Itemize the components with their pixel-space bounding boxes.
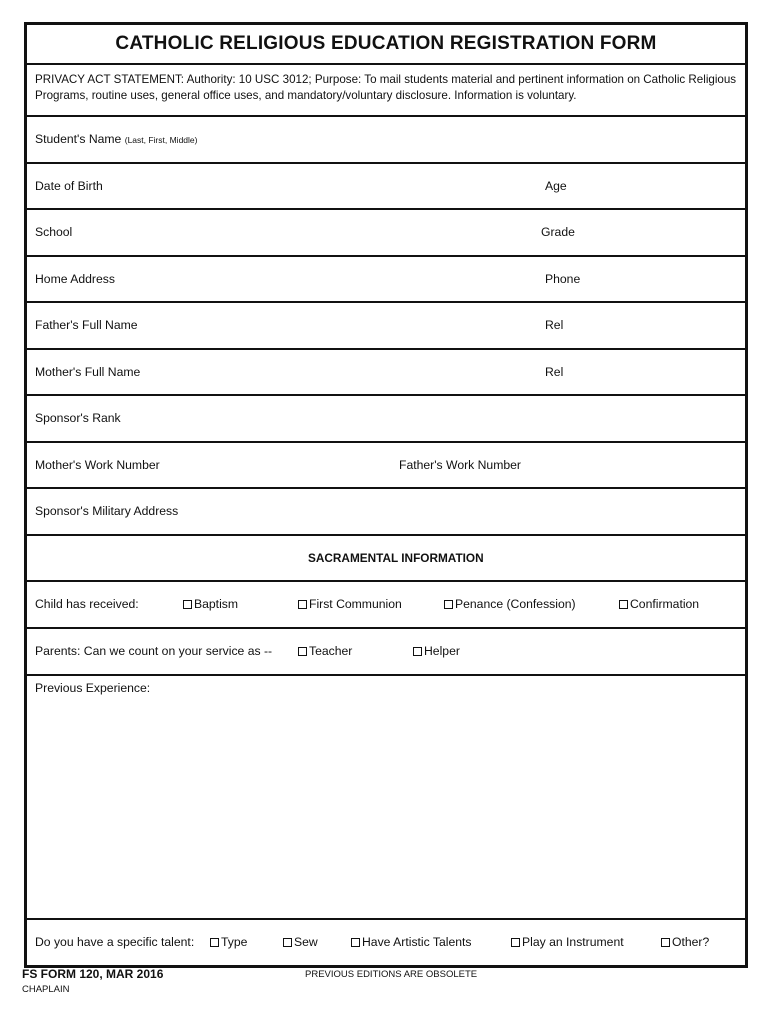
- dob-label: Date of Birth: [35, 178, 103, 193]
- confirmation-checkbox[interactable]: Confirmation: [619, 597, 699, 611]
- checkbox-icon: [183, 600, 192, 609]
- address-row[interactable]: [27, 257, 745, 304]
- parents-service-row: [27, 629, 745, 676]
- father-name-label: Father's Full Name: [35, 318, 138, 332]
- student-name-row[interactable]: [27, 117, 745, 164]
- sponsor-rank-label: Sponsor's Rank: [35, 411, 121, 425]
- instrument-checkbox[interactable]: Play an Instrument: [511, 935, 624, 949]
- obsolete-note: PREVIOUS EDITIONS ARE OBSOLETE: [305, 969, 478, 980]
- checkbox-icon: [351, 938, 360, 947]
- checkbox-icon: [283, 938, 292, 947]
- teacher-checkbox[interactable]: Teacher: [298, 644, 352, 658]
- grade-label: Grade: [541, 225, 575, 239]
- dob-row[interactable]: [27, 164, 745, 211]
- other-checkbox[interactable]: Other?: [661, 935, 709, 949]
- form-number: FS FORM 120, MAR 2016: [22, 967, 164, 981]
- student-name-field-label: Student's Name (Last, First, Middle): [35, 132, 198, 146]
- checkbox-icon: [511, 938, 520, 947]
- sponsor-rank-row[interactable]: [27, 396, 745, 443]
- registration-form: [24, 22, 748, 968]
- previous-experience-label: Previous Experience:: [35, 681, 151, 695]
- sew-checkbox[interactable]: Sew: [283, 935, 318, 949]
- department-label: CHAPLAIN: [22, 984, 70, 995]
- checkbox-icon: [298, 600, 307, 609]
- sacramental-heading: SACRAMENTAL INFORMATION: [308, 550, 484, 565]
- school-row[interactable]: [27, 210, 745, 257]
- checkbox-icon: [413, 647, 422, 656]
- mother-row[interactable]: [27, 350, 745, 397]
- home-address-label: Home Address: [35, 271, 115, 286]
- type-checkbox[interactable]: Type: [210, 935, 247, 949]
- sponsor-address-row[interactable]: [27, 489, 745, 536]
- first-communion-checkbox[interactable]: First Communion: [298, 597, 402, 611]
- helper-checkbox[interactable]: Helper: [413, 644, 460, 658]
- mother-rel-label: Rel: [545, 364, 564, 379]
- parents-service-label: Parents: Can we count on your service as --: [35, 644, 273, 658]
- privacy-statement: PRIVACY ACT STATEMENT: Authority: 10 USC 3012; Purpose: To mail students material and pertinent information on Catholic Religious Programs, routine uses, general office uses, and mandatory/voluntary disclosure. Information is voluntary.: [27, 65, 745, 117]
- checkbox-icon: [444, 600, 453, 609]
- father-row[interactable]: [27, 303, 745, 350]
- mother-name-label: Mother's Full Name: [35, 364, 141, 379]
- sacramental-heading-row: [27, 536, 745, 583]
- talent-label: Do you have a specific talent:: [35, 935, 195, 949]
- work-numbers-row[interactable]: [27, 443, 745, 490]
- age-label: Age: [545, 178, 567, 193]
- form-title: CATHOLIC RELIGIOUS EDUCATION REGISTRATION FORM: [27, 25, 745, 65]
- sacraments-row: [27, 582, 745, 629]
- mother-work-label: Mother's Work Number: [35, 457, 160, 472]
- checkbox-icon: [661, 938, 670, 947]
- penance-checkbox[interactable]: Penance (Confession): [444, 597, 576, 611]
- artistic-checkbox[interactable]: Have Artistic Talents: [351, 935, 472, 949]
- previous-experience-area[interactable]: [27, 677, 745, 920]
- father-work-label: Father's Work Number: [399, 457, 521, 472]
- student-name-hint: (Last, First, Middle): [124, 135, 198, 145]
- checkbox-icon: [619, 600, 628, 609]
- father-rel-label: Rel: [545, 318, 564, 332]
- baptism-checkbox[interactable]: Baptism: [183, 597, 238, 611]
- checkbox-icon: [210, 938, 219, 947]
- sponsor-address-label: Sponsor's Military Address: [35, 504, 179, 518]
- checkbox-icon: [298, 647, 307, 656]
- school-label: School: [35, 225, 73, 239]
- child-received-label: Child has received:: [35, 597, 139, 611]
- talent-row: [27, 920, 745, 967]
- phone-label: Phone: [545, 271, 581, 286]
